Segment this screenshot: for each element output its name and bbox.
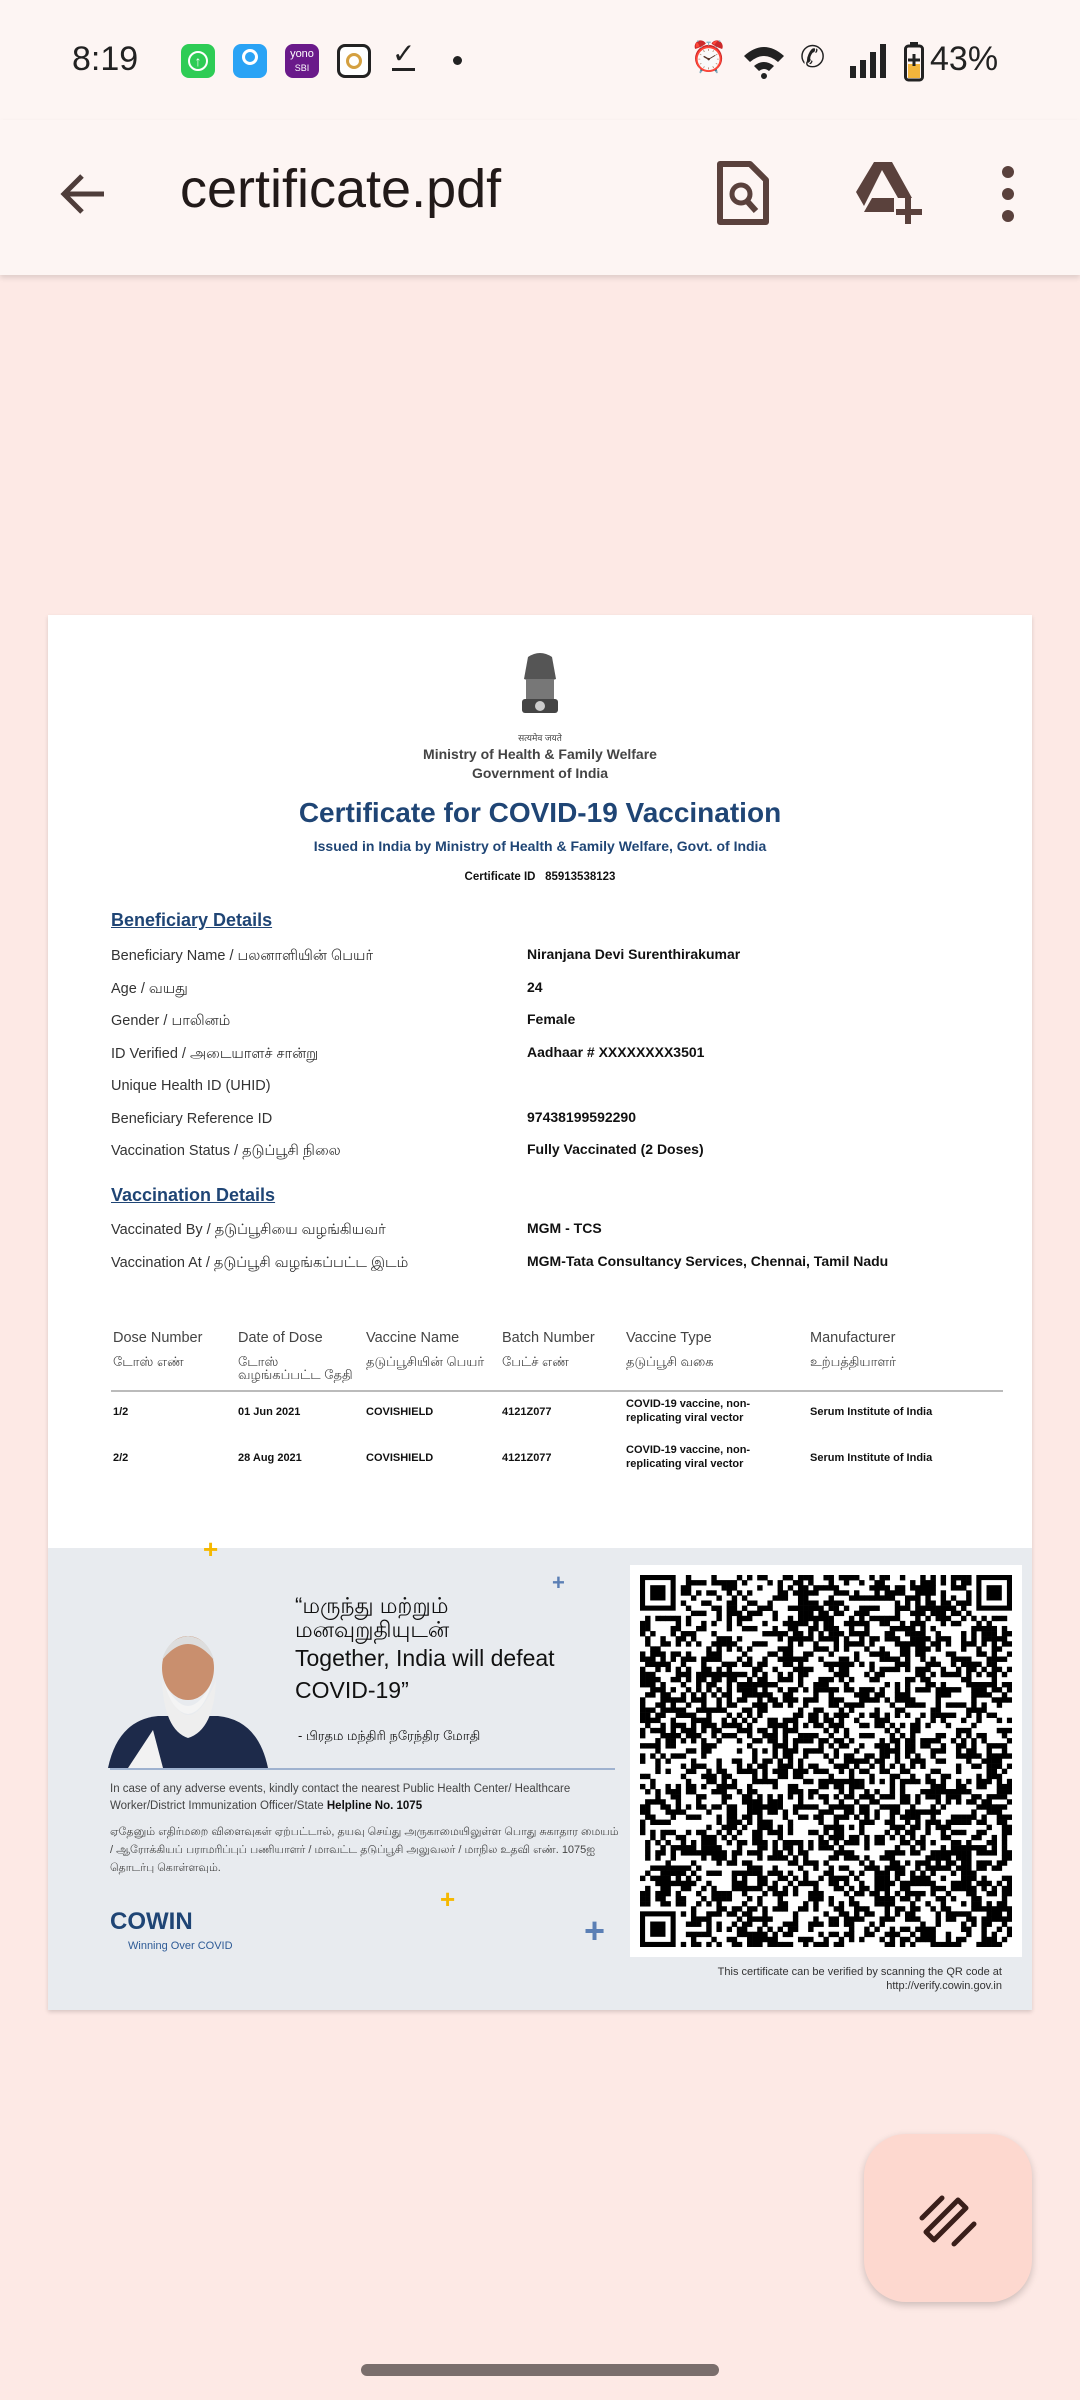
table-cell: COVISHIELD xyxy=(366,1452,434,1464)
beneficiary-field-value: 97438199592290 xyxy=(527,1108,637,1125)
beneficiary-field-value: Aadhaar # XXXXXXXX3501 xyxy=(527,1043,705,1060)
verify-text: This certificate can be verified by scanning the QR code at xyxy=(717,1966,1002,1978)
quote-attribution: - பிரதம மந்திரி நரேந்திர மோதி xyxy=(298,1728,481,1743)
table-cell: 1/2 xyxy=(113,1406,129,1418)
app-toolbar xyxy=(0,120,1080,275)
table-header-tamil: டோஸ் வழங்கப்பட்ட தேதி xyxy=(238,1354,353,1382)
table-cell: COVID-19 vaccine, non-replicating viral vector xyxy=(626,1398,751,1424)
table-header: Dose Number xyxy=(113,1330,203,1346)
beneficiary-field-label: ID Verified / அடையாளச் சான்று xyxy=(111,1045,319,1062)
yono-sbi-icon xyxy=(285,44,319,78)
save-to-drive-icon[interactable] xyxy=(852,162,924,224)
qr-code-image xyxy=(640,1575,1012,1947)
adverse-events-message: In case of any adverse events, kindly contact the nearest Public Health Center/ Healthcare Worker/District Immunization Officer/State xyxy=(110,1783,571,1812)
emblem-motto: सत्यमेव जयते xyxy=(518,733,562,743)
table-cell: 4121Z077 xyxy=(502,1406,552,1418)
certificate-id-label: Certificate ID xyxy=(464,871,536,883)
table-cell: Serum Institute of India xyxy=(810,1452,933,1464)
beneficiary-field-value: Female xyxy=(527,1011,576,1027)
certificate-id: 85913538123 xyxy=(545,871,616,883)
beneficiary-field-value: Fully Vaccinated (2 Doses) xyxy=(527,1141,704,1157)
wifi-call-icon: ✆ xyxy=(800,41,826,74)
download-done-icon: ✓ xyxy=(392,38,416,69)
vaccination-field-value: MGM - TCS xyxy=(527,1220,602,1236)
table-header-tamil: தடுப்பூசியின் பெயர் xyxy=(366,1354,485,1369)
table-cell: COVISHIELD xyxy=(366,1406,434,1418)
vaccination-details-heading: Vaccination Details xyxy=(111,1185,276,1205)
table-header-tamil: பேட்ச் எண் xyxy=(502,1354,569,1369)
table-header-tamil: உற்பத்தியாளர் xyxy=(810,1354,896,1369)
verify-url: http://verify.cowin.gov.in xyxy=(886,1980,1002,1992)
table-cell: 01 Jun 2021 xyxy=(238,1406,301,1418)
plus-decoration-icon: + xyxy=(552,1570,565,1595)
beneficiary-field-label: Beneficiary Name / பலனாளியின் பெயர் xyxy=(111,948,374,964)
table-header: Date of Dose xyxy=(238,1330,323,1346)
find-in-document-icon[interactable] xyxy=(716,160,770,226)
plus-decoration-icon: + xyxy=(584,1910,606,1951)
table-divider xyxy=(111,1390,1003,1392)
table-cell: 2/2 xyxy=(113,1452,129,1464)
adverse-events-text xyxy=(110,1781,620,1815)
document-title: certificate.pdf xyxy=(180,159,502,219)
certificate-id-row xyxy=(48,871,1032,883)
ministry-name: Ministry of Health & Family Welfare xyxy=(423,746,657,762)
back-arrow-icon[interactable] xyxy=(56,166,112,222)
vaccination-field-label: Vaccinated By / தடுப்பூசியை வழங்கியவர் xyxy=(111,1222,386,1238)
table-header: Batch Number xyxy=(502,1330,595,1346)
table-header: Vaccine Type xyxy=(626,1330,712,1346)
more-options-icon[interactable] xyxy=(1000,164,1016,224)
battery-percent: 43% xyxy=(930,40,999,78)
beneficiary-field-label: Vaccination Status / தடுப்பூசி நிலை xyxy=(111,1143,341,1159)
helpline-number: Helpline No. 1075 xyxy=(326,1800,423,1812)
beneficiary-field-label: Unique Health ID (UHID) xyxy=(111,1078,271,1094)
table-header-tamil: தடுப்பூசி வகை xyxy=(626,1354,714,1369)
table-cell: 4121Z077 xyxy=(502,1452,552,1464)
beneficiary-details-heading: Beneficiary Details xyxy=(111,910,273,930)
table-header: Vaccine Name xyxy=(366,1330,460,1346)
edit-annotate-button[interactable] xyxy=(864,2134,1032,2302)
table-cell: 28 Aug 2021 xyxy=(238,1452,302,1464)
dot-icon xyxy=(453,56,462,65)
cowin-tagline: Winning Over COVID xyxy=(128,1940,233,1952)
table-cell: Serum Institute of India xyxy=(810,1406,933,1418)
quote-english-line-2: COVID-19” xyxy=(295,1677,409,1703)
beneficiary-field-label: Beneficiary Reference ID xyxy=(111,1110,273,1127)
table-header: Manufacturer xyxy=(810,1330,896,1346)
certificate-footer xyxy=(48,1534,1032,2010)
vaccination-field-value: MGM-Tata Consultancy Services, Chennai, Tamil Nadu xyxy=(527,1252,889,1269)
quote-english-line-1: Together, India will defeat xyxy=(295,1645,555,1671)
pen-edit-icon xyxy=(918,2188,978,2248)
yono-label: yono xyxy=(290,48,314,60)
beneficiary-field-label: Age / வயது xyxy=(111,980,188,997)
cowin-logo: COWIN xyxy=(110,1908,193,1935)
upload-app-icon: ↑ xyxy=(181,44,215,78)
prime-minister-photo xyxy=(108,1620,268,1768)
battery-icon xyxy=(904,42,924,82)
table-header-tamil: டோஸ் எண் xyxy=(113,1354,184,1369)
plus-decoration-icon: + xyxy=(440,1884,456,1914)
location-app-icon xyxy=(233,44,267,78)
wifi-icon xyxy=(742,44,786,80)
sbi-label: SBI xyxy=(294,63,310,73)
beneficiary-field-value: 24 xyxy=(527,978,543,995)
pdf-page[interactable] xyxy=(48,615,1032,2010)
qr-code xyxy=(630,1565,1022,1957)
status-time: 8:19 xyxy=(72,40,139,78)
quote-tamil-line-2: மனவுறுதியுடன் xyxy=(295,1617,450,1642)
signal-icon xyxy=(850,44,890,78)
alarm-icon: ⏰ xyxy=(690,41,728,74)
plus-decoration-icon: + xyxy=(203,1534,219,1564)
beneficiary-field-label: Gender / பாலினம் xyxy=(111,1013,231,1029)
certificate-title: Certificate for COVID-19 Vaccination xyxy=(298,797,782,828)
table-cell: COVID-19 vaccine, non-replicating viral vector xyxy=(626,1444,751,1470)
quote-tamil-line-1: “மருந்து மற்றும் xyxy=(295,1593,449,1618)
certificate-subtitle: Issued in India by Ministry of Health & Family Welfare, Govt. of India xyxy=(313,838,767,854)
quote-divider xyxy=(110,1768,615,1770)
app-icon xyxy=(337,44,371,78)
status-bar xyxy=(0,0,1080,120)
vaccination-field-label: Vaccination At / தடுப்பூசி வழங்கப்பட்ட இடம் xyxy=(111,1254,409,1271)
adverse-events-tamil: ஏதேனும் எதிர்மறை விளைவுகள் ஏற்பட்டால், தயவு செய்து அருகாமையிலுள்ள பொது சுகாதார மையம் / ஆரோக்கியப் பராமரிப்புப் பணியாளர் / மாவட்ட தடுப்பூசி அலுவலர் / மாநில உதவி எண். 1075ஐ தொடர்பு கொள்ளவும். xyxy=(110,1826,619,1874)
government-name: Government of India xyxy=(471,765,609,781)
gesture-nav-handle[interactable] xyxy=(361,2364,719,2376)
beneficiary-field-value: Niranjana Devi Surenthirakumar xyxy=(527,946,741,962)
national-emblem-icon xyxy=(510,649,570,729)
